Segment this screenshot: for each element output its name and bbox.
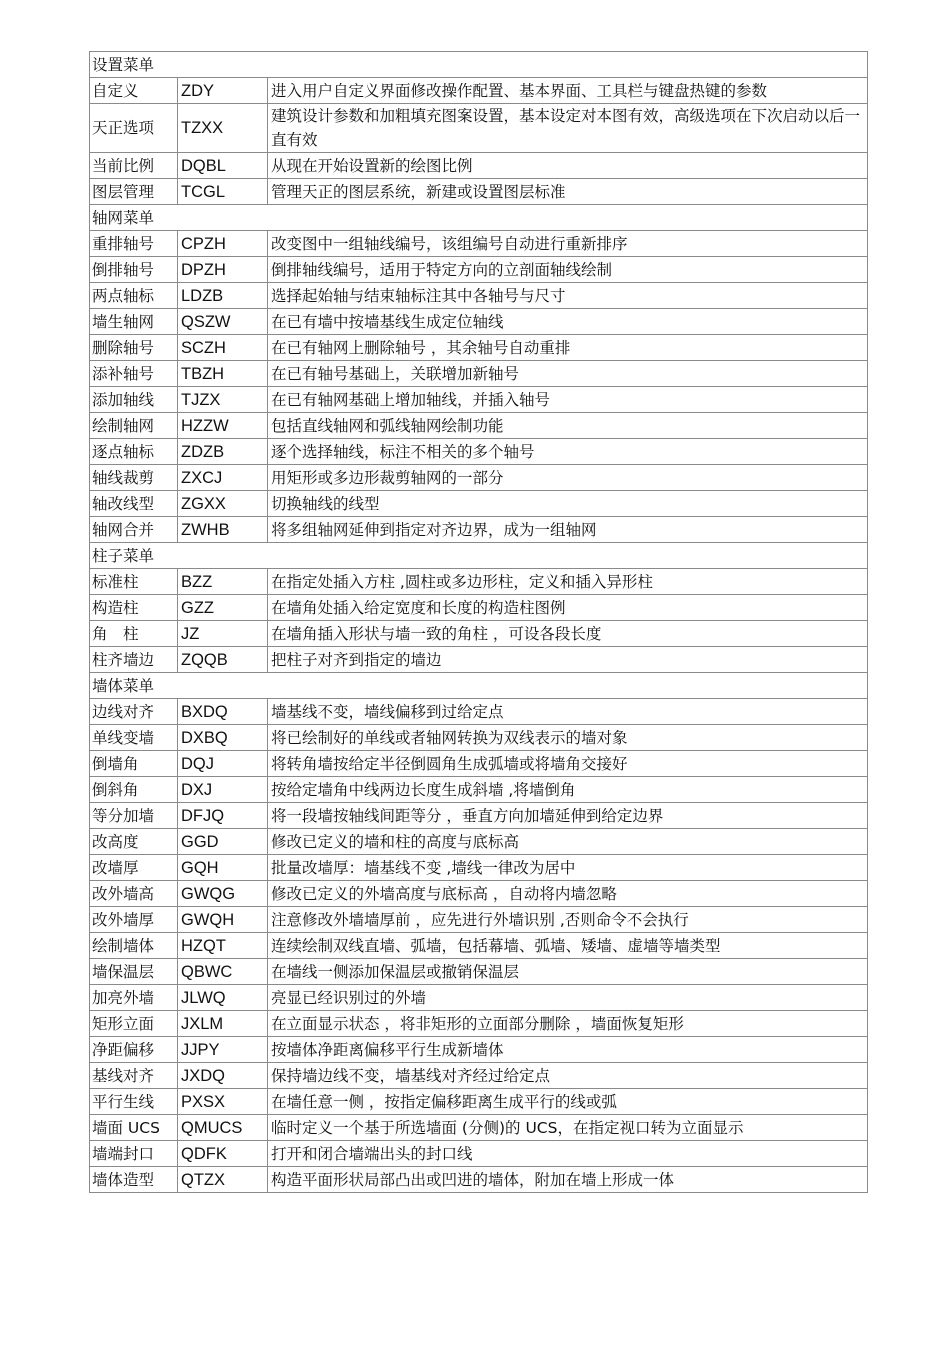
command-description-cell: 在墙角插入形状与墙一致的角柱 ，可设各段长度 xyxy=(268,621,868,647)
command-description-cell: 包括直线轴网和弧线轴网绘制功能 xyxy=(268,413,868,439)
command-code-cell: HZZW xyxy=(178,413,268,439)
command-name-cell: 墙端封口 xyxy=(90,1141,178,1167)
command-code-cell: GQH xyxy=(178,855,268,881)
table-row xyxy=(90,517,868,543)
section-header-row xyxy=(90,673,868,699)
table-row xyxy=(90,153,868,179)
command-code-cell: ZGXX xyxy=(178,491,268,517)
table-row xyxy=(90,881,868,907)
command-name-cell: 基线对齐 xyxy=(90,1063,178,1089)
table-row xyxy=(90,78,868,104)
table-row xyxy=(90,309,868,335)
section-header-row xyxy=(90,205,868,231)
command-name-cell: 图层管理 xyxy=(90,179,178,205)
command-name-cell: 改高度 xyxy=(90,829,178,855)
table-row xyxy=(90,699,868,725)
command-name-cell: 当前比例 xyxy=(90,153,178,179)
command-description-cell: 保持墙边线不变，墙基线对齐经过给定点 xyxy=(268,1063,868,1089)
command-code-cell: DQBL xyxy=(178,153,268,179)
command-description-cell: 逐个选择轴线，标注不相关的多个轴号 xyxy=(268,439,868,465)
command-name-cell: 等分加墙 xyxy=(90,803,178,829)
command-description-cell: 从现在开始设置新的绘图比例 xyxy=(268,153,868,179)
command-code-cell: TJZX xyxy=(178,387,268,413)
command-description-cell: 用矩形或多边形裁剪轴网的一部分 xyxy=(268,465,868,491)
command-description-cell: 在指定处插入方柱 ,圆柱或多边形柱，定义和插入异形柱 xyxy=(268,569,868,595)
table-row xyxy=(90,491,868,517)
table-row xyxy=(90,569,868,595)
table-row xyxy=(90,361,868,387)
command-name-cell: 倒排轴号 xyxy=(90,257,178,283)
command-description-cell: 将多组轴网延伸到指定对齐边界，成为一组轴网 xyxy=(268,517,868,543)
command-name-cell: 绘制轴网 xyxy=(90,413,178,439)
command-name-cell: 净距偏移 xyxy=(90,1037,178,1063)
command-code-cell: JXLM xyxy=(178,1011,268,1037)
table-row xyxy=(90,1167,868,1193)
table-row xyxy=(90,465,868,491)
command-name-cell: 倒斜角 xyxy=(90,777,178,803)
command-code-cell: JLWQ xyxy=(178,985,268,1011)
command-description-cell: 在已有轴号基础上，关联增加新轴号 xyxy=(268,361,868,387)
table-row xyxy=(90,335,868,361)
command-table-body xyxy=(90,52,868,1193)
command-name-cell: 轴线裁剪 xyxy=(90,465,178,491)
table-row xyxy=(90,751,868,777)
table-row xyxy=(90,413,868,439)
command-name-cell: 标准柱 xyxy=(90,569,178,595)
command-name-cell: 墙保温层 xyxy=(90,959,178,985)
table-row xyxy=(90,803,868,829)
command-description-cell: 修改已定义的墙和柱的高度与底标高 xyxy=(268,829,868,855)
command-name-cell: 角 柱 xyxy=(90,621,178,647)
command-description-cell: 将已绘制好的单线或者轴网转换为双线表示的墙对象 xyxy=(268,725,868,751)
command-code-cell: QSZW xyxy=(178,309,268,335)
command-description-cell: 构造平面形状局部凸出或凹进的墙体，附加在墙上形成一体 xyxy=(268,1167,868,1193)
command-code-cell: BZZ xyxy=(178,569,268,595)
section-title: 柱子菜单 xyxy=(90,543,868,569)
command-description-cell: 按给定墙角中线两边长度生成斜墙 ,将墙倒角 xyxy=(268,777,868,803)
table-row xyxy=(90,985,868,1011)
command-description-cell: 选择起始轴与结束轴标注其中各轴号与尺寸 xyxy=(268,283,868,309)
command-name-cell: 矩形立面 xyxy=(90,1011,178,1037)
section-title: 设置菜单 xyxy=(90,52,868,78)
command-name-cell: 改外墙厚 xyxy=(90,907,178,933)
command-name-cell: 两点轴标 xyxy=(90,283,178,309)
table-row xyxy=(90,1063,868,1089)
command-code-cell: GWQH xyxy=(178,907,268,933)
command-code-cell: GZZ xyxy=(178,595,268,621)
command-name-cell: 墙面 UCS xyxy=(90,1115,178,1141)
command-description-cell: 将转角墙按给定半径倒圆角生成弧墙或将墙角交接好 xyxy=(268,751,868,777)
table-row xyxy=(90,1115,868,1141)
command-code-cell: JJPY xyxy=(178,1037,268,1063)
command-code-cell: QMUCS xyxy=(178,1115,268,1141)
command-name-cell: 平行生线 xyxy=(90,1089,178,1115)
command-code-cell: QDFK xyxy=(178,1141,268,1167)
command-description-cell: 批量改墙厚：墙基线不变 ,墙线一律改为居中 xyxy=(268,855,868,881)
table-row xyxy=(90,257,868,283)
table-row xyxy=(90,387,868,413)
command-code-cell: TBZH xyxy=(178,361,268,387)
command-code-cell: JZ xyxy=(178,621,268,647)
table-row xyxy=(90,283,868,309)
command-code-cell: CPZH xyxy=(178,231,268,257)
section-title: 墙体菜单 xyxy=(90,673,868,699)
table-row xyxy=(90,1089,868,1115)
command-name-cell: 添加轴线 xyxy=(90,387,178,413)
table-row xyxy=(90,104,868,153)
command-code-cell: JXDQ xyxy=(178,1063,268,1089)
section-header-row xyxy=(90,52,868,78)
command-code-cell: SCZH xyxy=(178,335,268,361)
command-description-cell: 改变图中一组轴线编号，该组编号自动进行重新排序 xyxy=(268,231,868,257)
command-name-cell: 轴改线型 xyxy=(90,491,178,517)
command-table xyxy=(89,51,868,1193)
command-code-cell: QTZX xyxy=(178,1167,268,1193)
command-description-cell: 在墙线一侧添加保温层或撤销保温层 xyxy=(268,959,868,985)
command-description-cell: 亮显已经识别过的外墙 xyxy=(268,985,868,1011)
section-header-row xyxy=(90,543,868,569)
table-row xyxy=(90,777,868,803)
command-code-cell: DXJ xyxy=(178,777,268,803)
command-code-cell: BXDQ xyxy=(178,699,268,725)
command-description-cell: 在已有轴网上删除轴号 ，其余轴号自动重排 xyxy=(268,335,868,361)
command-code-cell: HZQT xyxy=(178,933,268,959)
command-code-cell: GWQG xyxy=(178,881,268,907)
command-description-cell: 切换轴线的线型 xyxy=(268,491,868,517)
table-row xyxy=(90,907,868,933)
command-description-cell: 墙基线不变，墙线偏移到过给定点 xyxy=(268,699,868,725)
command-description-cell: 建筑设计参数和加粗填充图案设置，基本设定对本图有效，高级选项在下次启动以后一直有效 xyxy=(268,104,868,153)
table-row xyxy=(90,621,868,647)
table-row xyxy=(90,725,868,751)
command-name-cell: 逐点轴标 xyxy=(90,439,178,465)
command-name-cell: 墙生轴网 xyxy=(90,309,178,335)
section-title: 轴网菜单 xyxy=(90,205,868,231)
command-code-cell: TZXX xyxy=(178,104,268,153)
table-row xyxy=(90,959,868,985)
command-name-cell: 添补轴号 xyxy=(90,361,178,387)
command-description-cell: 倒排轴线编号，适用于特定方向的立剖面轴线绘制 xyxy=(268,257,868,283)
command-description-cell: 注意修改外墙墙厚前 ，应先进行外墙识别 ,否则命令不会执行 xyxy=(268,907,868,933)
command-description-cell: 在墙任意一侧 ，按指定偏移距离生成平行的线或弧 xyxy=(268,1089,868,1115)
command-code-cell: PXSX xyxy=(178,1089,268,1115)
command-name-cell: 构造柱 xyxy=(90,595,178,621)
command-description-cell: 在已有轴网基础上增加轴线，并插入轴号 xyxy=(268,387,868,413)
command-code-cell: ZXCJ xyxy=(178,465,268,491)
command-name-cell: 天正选项 xyxy=(90,104,178,153)
command-name-cell: 边线对齐 xyxy=(90,699,178,725)
command-description-cell: 在已有墙中按墙基线生成定位轴线 xyxy=(268,309,868,335)
command-code-cell: GGD xyxy=(178,829,268,855)
table-row xyxy=(90,179,868,205)
command-name-cell: 自定义 xyxy=(90,78,178,104)
table-row xyxy=(90,439,868,465)
command-code-cell: TCGL xyxy=(178,179,268,205)
command-code-cell: ZQQB xyxy=(178,647,268,673)
command-code-cell: DXBQ xyxy=(178,725,268,751)
command-name-cell: 轴网合并 xyxy=(90,517,178,543)
command-name-cell: 加亮外墙 xyxy=(90,985,178,1011)
command-name-cell: 单线变墙 xyxy=(90,725,178,751)
table-row xyxy=(90,829,868,855)
command-code-cell: QBWC xyxy=(178,959,268,985)
command-name-cell: 绘制墙体 xyxy=(90,933,178,959)
command-code-cell: DQJ xyxy=(178,751,268,777)
table-row xyxy=(90,855,868,881)
command-code-cell: LDZB xyxy=(178,283,268,309)
table-row xyxy=(90,1037,868,1063)
command-description-cell: 把柱子对齐到指定的墙边 xyxy=(268,647,868,673)
command-description-cell: 按墙体净距离偏移平行生成新墙体 xyxy=(268,1037,868,1063)
command-description-cell: 管理天正的图层系统，新建或设置图层标准 xyxy=(268,179,868,205)
table-row xyxy=(90,1141,868,1167)
command-code-cell: DPZH xyxy=(178,257,268,283)
command-name-cell: 删除轴号 xyxy=(90,335,178,361)
table-row xyxy=(90,595,868,621)
command-description-cell: 打开和闭合墙端出头的封口线 xyxy=(268,1141,868,1167)
command-code-cell: ZDY xyxy=(178,78,268,104)
command-name-cell: 墙体造型 xyxy=(90,1167,178,1193)
command-description-cell: 在墙角处插入给定宽度和长度的构造柱图例 xyxy=(268,595,868,621)
command-name-cell: 改墙厚 xyxy=(90,855,178,881)
table-row xyxy=(90,933,868,959)
command-name-cell: 倒墙角 xyxy=(90,751,178,777)
command-name-cell: 改外墙高 xyxy=(90,881,178,907)
command-description-cell: 在立面显示状态 ，将非矩形的立面部分删除 ，墙面恢复矩形 xyxy=(268,1011,868,1037)
command-description-cell: 连续绘制双线直墙、弧墙，包括幕墙、弧墙、矮墙、虚墙等墙类型 xyxy=(268,933,868,959)
command-code-cell: ZWHB xyxy=(178,517,268,543)
table-row xyxy=(90,1011,868,1037)
table-row xyxy=(90,231,868,257)
command-code-cell: DFJQ xyxy=(178,803,268,829)
command-description-cell: 进入用户自定义界面修改操作配置、基本界面、工具栏与键盘热键的参数 xyxy=(268,78,868,104)
table-row xyxy=(90,647,868,673)
command-description-cell: 将一段墙按轴线间距等分 ，垂直方向加墙延伸到给定边界 xyxy=(268,803,868,829)
command-name-cell: 柱齐墙边 xyxy=(90,647,178,673)
command-description-cell: 临时定义一个基于所选墙面 (分侧)的 UCS，在指定视口转为立面显示 xyxy=(268,1115,868,1141)
command-code-cell: ZDZB xyxy=(178,439,268,465)
command-description-cell: 修改已定义的外墙高度与底标高 ，自动将内墙忽略 xyxy=(268,881,868,907)
command-name-cell: 重排轴号 xyxy=(90,231,178,257)
